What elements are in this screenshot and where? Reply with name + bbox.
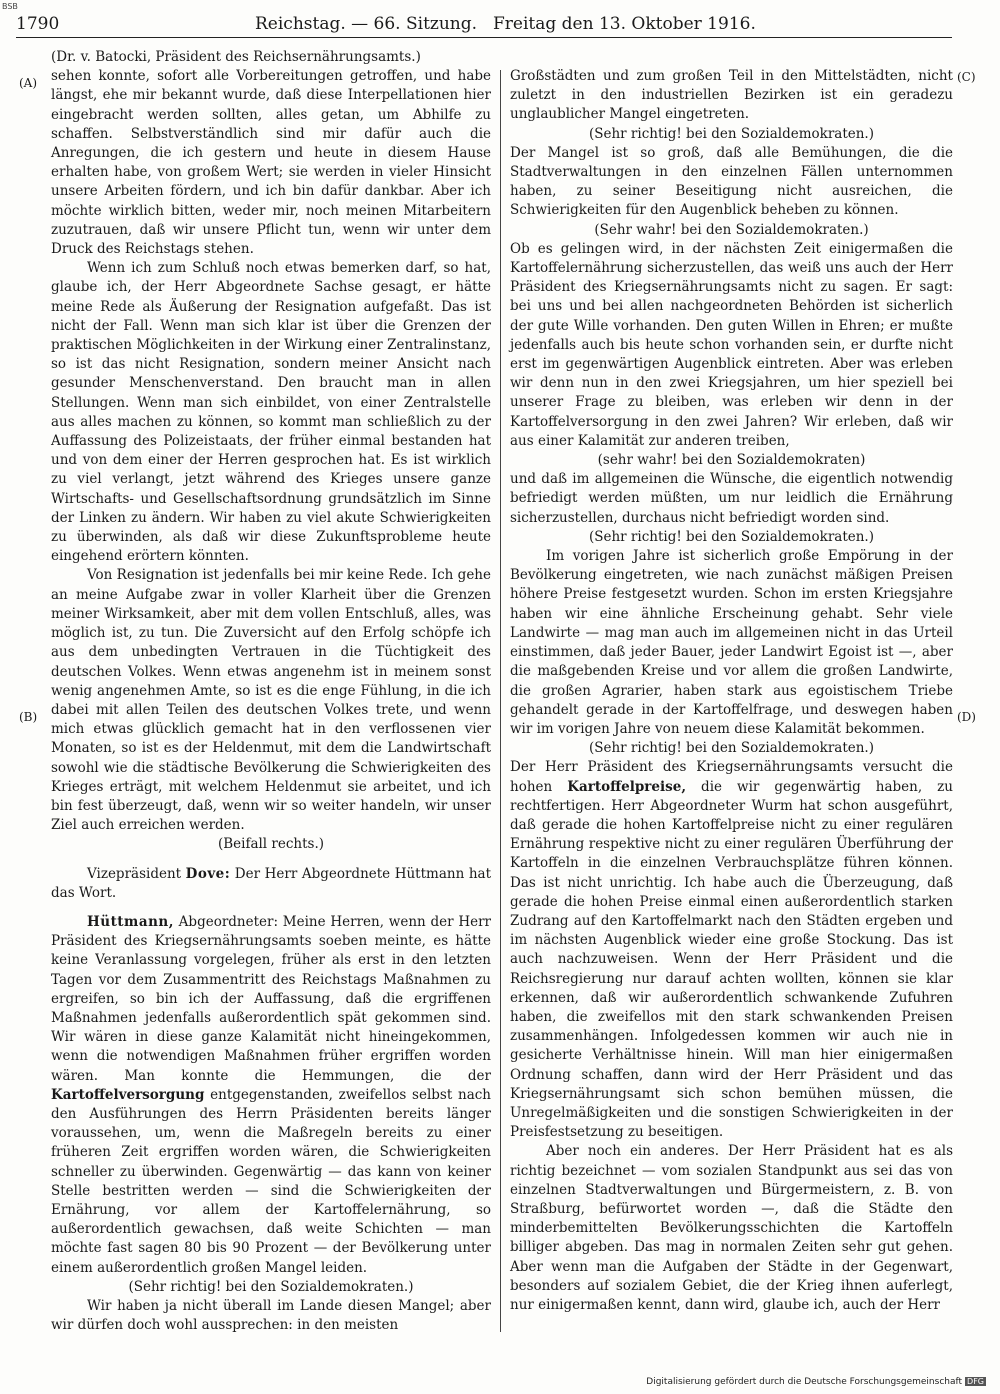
dfg-logo: DFG	[967, 1377, 984, 1386]
speaker-name: Dove:	[185, 865, 231, 882]
speech-text: Abgeordneter: Meine Herren, wenn der Herr Präsident des Kriegsernährungsamts soeben meinte, es hätte keine Veranlassung vorgelegen, früher als erst in den letzten Tagen vor dem Zusammentritt des Reichstags Maßnahmen zu ergreifen, so bin ich der Auffassung, daß die ergriffenen Maßnahmen jedenfalls außerordentlich spät gekommen sind. Wir wären in diese ganze Kalamität nicht hineingekommen, wenn die notwendigen Maßnahmen früher ergriffen worden wären. Man konnte die Hemmungen, die der	[51, 913, 491, 1084]
keyword: Kartoffelpreise,	[567, 778, 687, 795]
header-date: Freitag den 13. Oktober 1916.	[493, 14, 756, 34]
vp-text: Der Herr Abgeordnete Hüttmann hat das Wort.	[51, 865, 491, 901]
speech-text: entgegenstanden, zweifellos selbst nach den Ausführungen des Herrn Präsidenten bereits länger voraussehen, um, wenn die Maßregeln bereits zu einer früheren Zeit ergriffen worden wären, die Schwierigkeiten schneller zu überwinden. Gegenwärtig — das kann von keiner Stelle bestritten werden — sind die Schwierigkeiten der Ernährung, vor allem der Kartoffelernährung, so außerordentlich gewachsen, daß weite Schichten — man möchte fast sagen 80 bis 90 Prozent — der Bevölkerung unter einem außerordentlich großen Mangel leiden.	[51, 1086, 491, 1276]
reaction: (Sehr richtig! bei den Sozialdemokraten.)	[588, 740, 874, 757]
paragraph: Von Resignation ist jedenfalls bei mir keine Rede. Ich gehe an meine Aufgabe zwar in voller Klarheit über die Grenzen meiner Wirksamkeit, aber mit dem vollen Entschluß, alles, was möglich ist, zu tun. Die Zuversicht auf den Erfolg schöpfe ich aus dem unbedingten Vertrauen in die Tüchtigkeit des deutschen Volkes. Wenn etwas angenehm ist in meinem sonst wenig angenehmen Amte, so ist es die enge Fühlung, in die ich dabei mit allen Teilen des deutschen Volkes trete, und wenn mich etwas glücklich gemacht hat in den verflossenen vier Monaten, so ist es der Heldenmut, mit dem die Landwirtschaft sowohl wie die städtische Bevölkerung die Schwierigkeiten des Krieges erträgt, mit welchem Heldenmut sie arbeitet, und ich bin fest überzeugt, daß, wenn wir so weiter handeln, wir unser Ziel auch erreichen werden.	[51, 567, 491, 834]
speaker-name: Hüttmann,	[87, 913, 174, 930]
paragraph: Ob es gelingen wird, in der nächsten Zeit einigermaßen die Kartoffelernährung sicherzustellen, das weiß uns auch der Herr Präsident des Kriegsernährungsamts nicht zu sagen. Er sagt: bei uns und bei allen nachgeordneten Behörden ist sicherlich der gute Wille vorhanden. Den guten Willen in Ehren; er mußte jedenfalls auch bis heute schon vorhanden sein, er durfte nicht erst im gegenwärtigen Augenblick eintreten. Aber was erleben wir denn nun in den zwei Kriegsjahren, um hier speziell bei unserer Frage zu bleiben, was erleben wir denn in der Kartoffelversorgung in den zwei Jahren? Wir erleben, daß wir aus einer Kalamität zur anderen treiben,	[510, 240, 953, 449]
paragraph: Großstädten und zum großen Teil in den Mittelstädten, nicht zuletzt in den industriellen Bezirken ist ein geradezu unglaublicher Mangel eingetreten.	[510, 68, 953, 123]
reaction: (Sehr wahr! bei den Sozialdemokraten.)	[594, 221, 869, 238]
header-rule	[16, 37, 952, 38]
speaker-attribution: (Dr. v. Batocki, Präsident des Reichsernährungsamts.)	[51, 49, 421, 65]
vp-prefix: Vizepräsident	[87, 865, 186, 882]
paragraph: Wir haben ja nicht überall im Lande diesen Mangel; aber wir dürfen doch wohl aussprechen: in den meisten	[51, 1298, 491, 1334]
vice-president-paragraph	[51, 865, 491, 903]
keyword: Kartoffelversorgung	[51, 1086, 205, 1103]
reaction: (Sehr richtig! bei den Sozialdemokraten.)	[588, 125, 874, 142]
paragraph	[510, 758, 953, 1142]
paragraph-text: die wir gegenwärtig haben, zu rechtfertigen. Herr Abgeordneter Wurm hat schon ausgeführt, daß gerade die hohen Kartoffelpreise nicht zu einer regulären Ernährung respektive nicht zu einer regulären Überführung der Kartoffeln in die einzelnen Verbrauchsplätze führen können. Das ist nicht unrichtig. Ich habe auch die Überzeugung, daß gerade die hohen Preise einmal einen außerordentlich starken Zudrang auf den Kartoffelmarkt nach den Städten ergeben und im nächsten Augenblick wieder eine große Stockung. Das ist auch nachzuweisen. Wenn der Herr Präsident und die Reichsregierung nur darauf achten wollten, können sie klar erkennen, daß wir außerordentlich schwankende Zufuhren haben, die zweifellos mit den stark schwankenden Preisen zusammenhängen. Infolgedessen kommen wir auch nie in gesicherte Verhältnisse hinein. Will man hier einigermaßen Ordnung schaffen, dann wird der Herr Präsident und das Kriegsernährungsamt sich schon bemühen müssen, die Unregelmäßigkeiten und die sonstigen Schwierigkeiten in der Preisfestsetzung zu beseitigen.	[510, 778, 953, 1141]
reaction: (Sehr richtig! bei den Sozialdemokraten.)	[128, 1278, 414, 1295]
reaction: (Sehr richtig! bei den Sozialdemokraten.)	[588, 528, 874, 545]
paragraph: sehen konnte, sofort alle Vorbereitungen getroffen, und habe längst, ehe mir bekannt wurde, daß diese Interpellationen hier eingebracht werden sollten, alles getan, um Abhilfe zu schaffen. Selbstverständlich sind mir dafür auch die Anregungen, die ich gestern und heute in diesem Hause erhalten habe, von großem Wert; sie werden in vieler Hinsicht unsere Arbeiten fördern, und ich bin dafür dankbar. Aber ich möchte wirklich bitten, weder mir, noch meinen Mitarbeitern zuzutrauen, daß wir unsere Pflicht tun, wenn wir unter dem Druck des Reichstags stehen.	[51, 68, 491, 258]
footer-credit	[646, 1377, 986, 1387]
speech-paragraph	[51, 913, 491, 1278]
paragraph: Aber noch ein anderes. Der Herr Präsident hat es als richtig bezeichnet — vom sozialen Standpunkt aus sei das von einzelnen Stadtverwaltungen und Bürgermeistern, z. B. von Straßburg, befürwortet worden —, daß die Städte den minderbemittelten Bevölkerungsschichten die Kartoffeln billiger abgeben. Das mag in normalen Zeiten sehr gut gehen. Aber wenn man die Aufgaben der Städte in der Gegenwart, besonders auf sozialem Gebiet, die der Krieg ihnen auferlegt, nur einigermaßen kennt, dann wird, glaube ich, auch der Herr	[510, 1143, 953, 1313]
column-divider	[500, 70, 501, 1332]
source-label: BSB	[2, 2, 18, 11]
footer-text: Digitalisierung gefördert durch die Deutsche Forschungsgemeinschaft	[646, 1377, 963, 1387]
reaction: (Beifall rechts.)	[217, 836, 325, 853]
header-session: Reichstag. — 66. Sitzung.	[255, 14, 478, 34]
page-number: 1790	[16, 14, 60, 34]
margin-marker-b: (B)	[19, 710, 38, 724]
paragraph: und daß im allgemeinen die Wünsche, die eigentlich notwendig befriedigt werden müßten, um nur leidlich die Ernährung sicherzustellen, durchaus nicht befriedigt worden sind.	[510, 471, 953, 526]
paragraph: Der Mangel ist so groß, daß alle Bemühungen, die die Stadtverwaltungen in den einzelnen Fällen unternommen haben, zu seiner Beseitigung nicht ausreichen, die Schwierigkeiten für den Augenblick beheben zu können.	[510, 144, 953, 219]
margin-marker-a: (A)	[19, 76, 38, 90]
paragraph-text: Der Herr Präsident des Kriegsernährungsamts versucht die hohen	[510, 759, 953, 795]
right-column	[510, 67, 953, 1315]
paragraph: Wenn ich zum Schluß noch etwas bemerken darf, so hat, glaube ich, der Herr Abgeordnete Sachse gesagt, er hätte meine Rede als Äußerung der Resignation aufgefaßt. Das ist nicht der Fall. Wenn man sich klar ist über die Grenzen der praktischen Möglichkeiten in der Wirkung einer Zentralinstanz, so ist das nicht Resignation, sondern meiner Ansicht nach gesunder Menschenverstand. Den braucht man in allen Stellungen. Wenn man sich einbildet, von einer Zentralstelle aus alles machen zu können, so kommt man schließlich zu der Auffassung des Polizeistaats, der früher einmal bestanden hat und von dem einer der Herren gesprochen hat. Es ist wirklich zu viel verlangt, jetzt während des Krieges unsere ganze Wirtschafts- und Gesellschaftsordnung grundsätzlich im Sinne der Linken zu ändern. Wir haben zu viel akute Schwierigkeiten zu überwinden, als daß wir diese Zukunftsprobleme heute eingehend erörtern könnten.	[51, 260, 491, 565]
margin-marker-c: (C)	[957, 70, 976, 84]
left-column	[51, 48, 491, 1335]
paragraph: Im vorigen Jahre ist sicherlich große Empörung in der Bevölkerung eingetreten, wie nach zunächst mäßigen Preisen höhere Preise festgesetzt wurden. Schon im ersten Kriegsjahre haben wir eine ähnliche Erscheinung gehabt. Sehr viele Landwirte — mag man auch im allgemeinen nicht in das Urteil einstimmen, daß jeder Bauer, jeder Landwirt Egoist ist —, aber die maßgebenden Kreise und vor allem die großen Landwirte, die großen Agrarier, haben stark aus egoistischem Triebe gehandelt gerade in der Kartoffelfrage, und deswegen haben wir im vorigen Jahre von neuem diese Kalamität bekommen.	[510, 548, 953, 737]
margin-marker-d: (D)	[957, 710, 976, 724]
reaction: (sehr wahr! bei den Sozialdemokraten)	[597, 452, 866, 469]
